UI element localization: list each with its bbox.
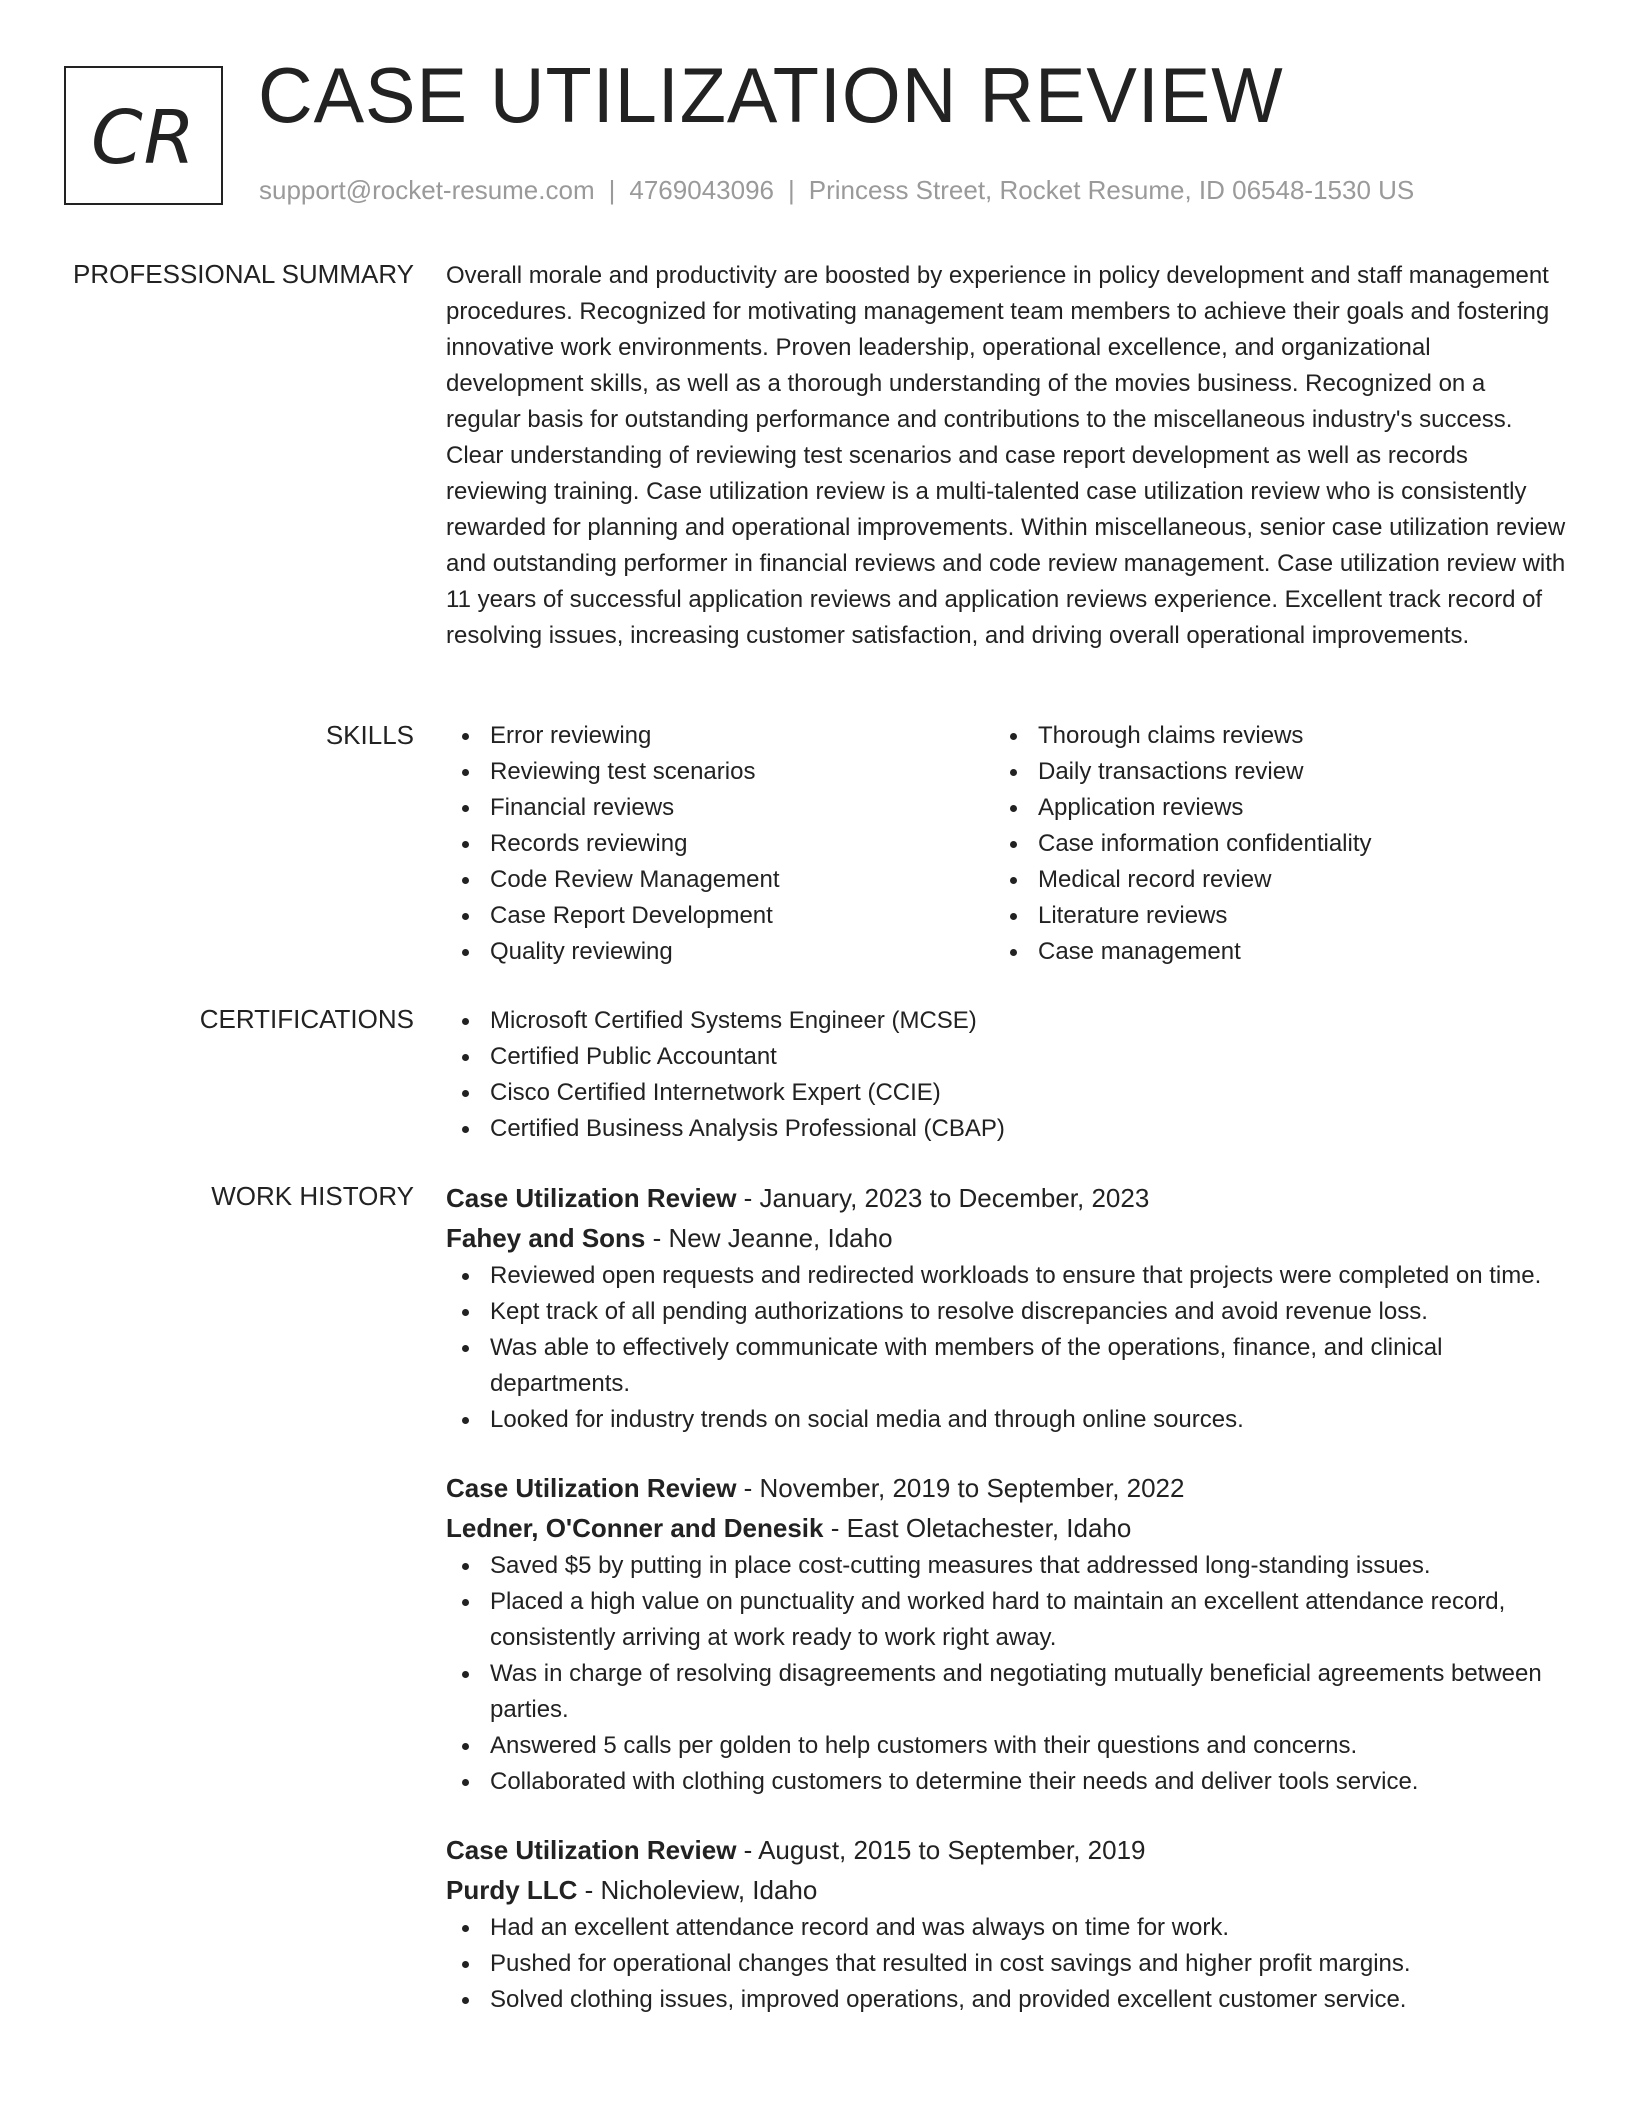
skills-section: [446, 718, 1566, 970]
list-item: Looked for industry trends on social media and through online sources.: [446, 1402, 1566, 1438]
list-item: Error reviewing: [446, 718, 994, 754]
contact-email: support@rocket-resume.com: [259, 175, 595, 205]
list-item: Case management: [994, 934, 1542, 970]
list-item: Records reviewing: [446, 826, 994, 862]
certifications-section: [446, 1003, 1566, 1147]
job-location: - East Oletachester, Idaho: [823, 1513, 1132, 1543]
list-item: Answered 5 calls per golden to help customers with their questions and concerns.: [446, 1728, 1566, 1764]
list-item: Solved clothing issues, improved operations, and provided excellent customer service.: [446, 1982, 1566, 2018]
skills-list-left: [446, 718, 994, 970]
job-dates: - January, 2023 to December, 2023: [736, 1183, 1150, 1213]
list-item: Case Report Development: [446, 898, 994, 934]
certifications-list: [446, 1003, 1566, 1147]
list-item: Application reviews: [994, 790, 1542, 826]
monogram-initials: CR: [90, 94, 197, 181]
job-title: Case Utilization Review: [446, 1835, 737, 1865]
list-item: Medical record review: [994, 862, 1542, 898]
list-item: Saved $5 by putting in place cost-cutting measures that addressed long-standing issues.: [446, 1548, 1566, 1584]
skills-heading: SKILLS: [325, 720, 414, 750]
list-item: Certified Public Accountant: [446, 1039, 1566, 1075]
job-title-line: [446, 1830, 1566, 1870]
list-item: Case information confidentiality: [994, 826, 1542, 862]
work-history-section: [446, 1178, 1566, 2048]
monogram-logo: [64, 66, 223, 205]
job-entry: [446, 1830, 1566, 2018]
job-bullets: [446, 1548, 1566, 1800]
summary-heading: PROFESSIONAL SUMMARY: [73, 259, 414, 289]
list-item: Collaborated with clothing customers to determine their needs and deliver tools service.: [446, 1764, 1566, 1800]
list-item: Reviewing test scenarios: [446, 754, 994, 790]
candidate-name: CASE UTILIZATION REVIEW: [258, 51, 1284, 139]
list-item: Thorough claims reviews: [994, 718, 1542, 754]
list-item: Certified Business Analysis Professional (CBAP): [446, 1111, 1566, 1147]
job-dates: - November, 2019 to September, 2022: [736, 1473, 1185, 1503]
list-item: Placed a high value on punctuality and worked hard to maintain an excellent attendance record, consistently arriving at work ready to work right away.: [446, 1584, 1566, 1656]
skills-list-right: [994, 718, 1542, 970]
job-company: Ledner, O'Conner and Denesik: [446, 1513, 824, 1543]
list-item: Had an excellent attendance record and was always on time for work.: [446, 1910, 1566, 1946]
job-company: Fahey and Sons: [446, 1223, 646, 1253]
list-item: Cisco Certified Internetwork Expert (CCIE): [446, 1075, 1566, 1111]
job-dates: - August, 2015 to September, 2019: [736, 1835, 1146, 1865]
job-bullets: [446, 1910, 1566, 2018]
job-company: Purdy LLC: [446, 1875, 578, 1905]
list-item: Was able to effectively communicate with members of the operations, finance, and clinical departments.: [446, 1330, 1566, 1402]
job-title-line: [446, 1468, 1566, 1508]
job-bullets: [446, 1258, 1566, 1438]
job-title: Case Utilization Review: [446, 1183, 737, 1213]
contact-separator: |: [788, 175, 795, 205]
list-item: Microsoft Certified Systems Engineer (MCSE): [446, 1003, 1566, 1039]
job-company-line: [446, 1508, 1566, 1548]
job-entry: [446, 1178, 1566, 1438]
contact-separator: |: [608, 175, 616, 205]
job-company-line: [446, 1218, 1566, 1258]
contact-address: Princess Street, Rocket Resume, ID 06548-1530 US: [808, 175, 1415, 205]
list-item: Pushed for operational changes that resulted in cost savings and higher profit margins.: [446, 1946, 1566, 1982]
summary-section: [446, 258, 1566, 654]
job-title-line: [446, 1178, 1566, 1218]
list-item: Code Review Management: [446, 862, 994, 898]
list-item: Kept track of all pending authorizations to resolve discrepancies and avoid revenue loss.: [446, 1294, 1566, 1330]
job-entry: [446, 1468, 1566, 1800]
job-company-line: [446, 1870, 1566, 1910]
list-item: Reviewed open requests and redirected workloads to ensure that projects were completed on time.: [446, 1258, 1566, 1294]
list-item: Literature reviews: [994, 898, 1542, 934]
list-item: Daily transactions review: [994, 754, 1542, 790]
list-item: Financial reviews: [446, 790, 994, 826]
list-item: Was in charge of resolving disagreements and negotiating mutually beneficial agreements between parties.: [446, 1656, 1566, 1728]
contact-line: [259, 175, 1414, 206]
job-location: - New Jeanne, Idaho: [645, 1223, 893, 1253]
summary-text: Overall morale and productivity are boosted by experience in policy development and staff management procedures. Recognized for motivating management team members to achieve their goals and fostering innovative work environments. Proven leadership, operational excellence, and organizational development skills, as well as a thorough understanding of the movies business. Recognized on a regular basis for outstanding performance and contributions to the miscellaneous industry's success. Clear understanding of reviewing test scenarios and case report development as well as records reviewing training. Case utilization review is a multi-talented case utilization review who is consistently rewarded for planning and operational improvements. Within miscellaneous, senior case utilization review and outstanding performer in financial reviews and code review management. Case utilization review with 11 years of successful application reviews and application reviews experience. Excellent track record of resolving issues, increasing customer satisfaction, and driving overall operational improvements.: [446, 262, 1566, 649]
job-title: Case Utilization Review: [446, 1473, 737, 1503]
certifications-heading: CERTIFICATIONS: [199, 1004, 414, 1034]
list-item: Quality reviewing: [446, 934, 994, 970]
contact-phone: 4769043096: [629, 175, 774, 205]
work-history-heading: WORK HISTORY: [211, 1181, 414, 1211]
job-location: - Nicholeview, Idaho: [577, 1875, 818, 1905]
